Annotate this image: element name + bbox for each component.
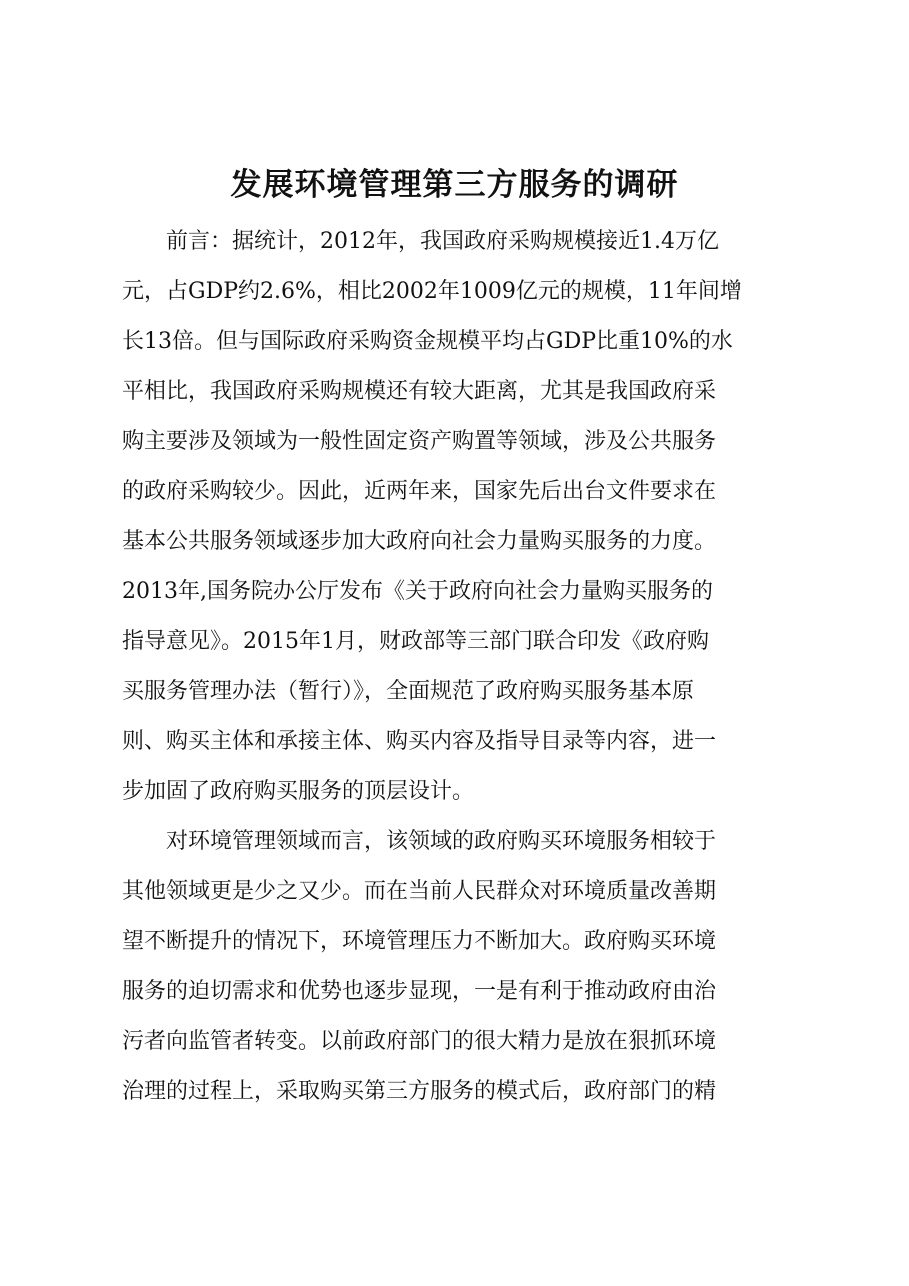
paragraph-line: 指导意见》。2015年1月，财政部等三部门联合印发《政府购 [122,629,709,654]
paragraph-line: 则、购买主体和承接主体、购买内容及指导目录等内容，进一 [122,729,717,754]
document-title: 发展环境管理第三方服务的调研 [230,167,679,203]
paragraph-line: 买服务管理办法（暂行）》，全面规范了政府购买服务基本原 [122,679,695,704]
paragraph-line: 其他领域更是少之又少。而在当前人民群众对环境质量改善期 [122,879,717,904]
paragraph-line: 望不断提升的情况下，环境管理压力不断加大。政府购买环境 [122,929,717,954]
paragraph-line: 的政府采购较少。因此，近两年来，国家先后出台文件要求在 [122,479,717,504]
paragraph-line: 元，占GDP约2.6%，相比2002年1009亿元的规模，11年间增 [122,279,742,304]
paragraph-line: 平相比，我国政府采购规模还有较大距离，尤其是我国政府采 [122,379,717,404]
paragraph-line: 污者向监管者转变。以前政府部门的很大精力是放在狠抓环境 [122,1029,717,1054]
paragraph-line: 对环境管理领域而言，该领域的政府购买环境服务相较于 [122,829,717,854]
paragraph-line: 长13倍。但与国际政府采购资金规模平均占GDP比重10%的水 [122,329,733,354]
paragraph-line: 前言：据统计，2012年，我国政府采购规模接近1.4万亿 [122,229,719,254]
paragraph-line: 基本公共服务领域逐步加大政府向社会力量购买服务的力度。 [122,529,717,554]
paragraph-line: 治理的过程上，采取购买第三方服务的模式后，政府部门的精 [122,1079,717,1104]
paragraph-line: 购主要涉及领域为一般性固定资产购置等领域，涉及公共服务 [122,429,717,454]
paragraph-line: 步加固了政府购买服务的顶层设计。 [122,779,475,804]
paragraph-line: 2013年,国务院办公厅发布《关于政府向社会力量购买服务的 [122,579,713,604]
paragraph-line: 服务的迫切需求和优势也逐步显现，一是有利于推动政府由治 [122,979,717,1004]
